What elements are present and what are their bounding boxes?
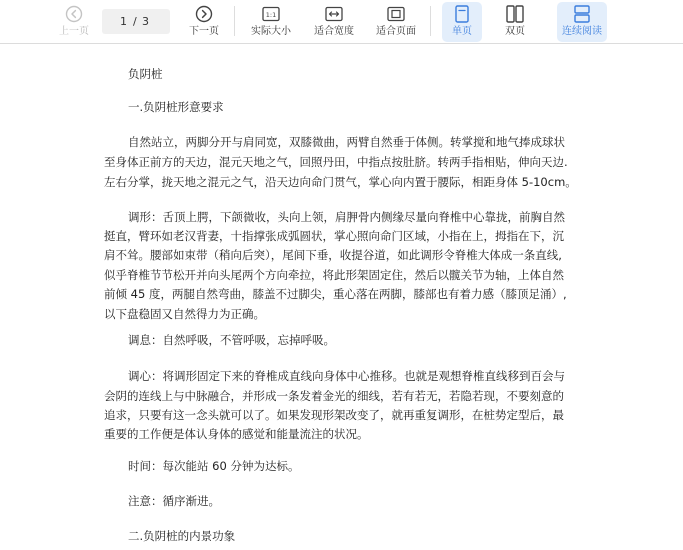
- toolbar-divider: [430, 6, 431, 36]
- continuous-reading-label: 连续阅读: [562, 26, 602, 37]
- fit-page-icon: [387, 2, 405, 26]
- current-page-number: 1: [120, 15, 127, 28]
- paragraph-line: 似乎脊椎节节松开并向头尾两个方向牵拉，将此形架固定住，然后以髋关节为轴，上体自然: [104, 268, 564, 282]
- continuous-pages-icon: [573, 2, 591, 26]
- paragraph-line: 注意：循序渐进。: [128, 494, 220, 508]
- double-page-button[interactable]: [495, 2, 535, 42]
- viewer-toolbar: [0, 0, 683, 44]
- paragraph-line: 追求，只要有这一念头就可以了。如果发现形架改变了，就再重复调形，在桩势定型后，最: [104, 408, 564, 422]
- paragraph-line: 肩不耸。腰部如束带（稍向后突），尾闾下垂，收提谷道，如此调形令脊椎大体成一条直线,: [104, 248, 562, 262]
- paragraph-line: 时间：每次能站 60 分钟为达标。: [128, 459, 300, 473]
- paragraph-line: 以下盘稳固又自然得力为正确。: [104, 307, 265, 321]
- fit-page-button[interactable]: [372, 2, 420, 42]
- paragraph-line: 调心：将调形固定下来的脊椎成直线向身体中心推移。也就是观想脊椎直线移到百会与: [128, 369, 565, 383]
- next-page-label: 下一页: [189, 26, 219, 37]
- chevron-left-circle-icon: [65, 2, 83, 26]
- page-number-input[interactable]: [102, 9, 170, 34]
- actual-size-icon: [262, 2, 280, 26]
- prev-page-label: 上一页: [59, 26, 89, 37]
- single-page-button[interactable]: [442, 2, 482, 42]
- fit-page-label: 适合页面: [376, 26, 416, 37]
- single-page-label: 单页: [452, 26, 472, 37]
- document-title: 负阴桩: [128, 67, 163, 81]
- double-page-icon: [506, 2, 524, 26]
- paragraph-line: 左右分掌，拢天地之混元之气，沿天边向命门贯气，掌心向内置于腰际，相距身体 5-10cm。: [104, 175, 577, 189]
- continuous-reading-button[interactable]: [557, 2, 607, 42]
- paragraph-line: 自然站立，两脚分开与肩同宽，双膝微曲，两臂自然垂于体侧。转掌搅和地气捧成球状: [128, 135, 565, 149]
- page-separator: /: [133, 15, 137, 28]
- section-heading: 二.负阴桩的内景功象: [128, 529, 236, 543]
- actual-size-button[interactable]: [247, 2, 295, 42]
- paragraph-line: 调形：舌顶上腭，下颌微收，头向上领，肩胛骨内侧缘尽量向脊椎中心靠拢，前胸自然: [128, 210, 565, 224]
- paragraph-line: 至身体正前方的天边，混元天地之气，回照丹田，中指点按肚脐。转两手指相贴，伸向天边.: [104, 155, 568, 169]
- paragraph-line: 前倾 45 度，两腿自然弯曲，膝盖不过脚尖，重心落在两脚，膝部也有着力感（膝顶足涌）,: [104, 287, 567, 301]
- total-page-count: 3: [142, 15, 149, 28]
- actual-size-label: 实际大小: [251, 26, 291, 37]
- document-page: [0, 45, 683, 550]
- fit-width-icon: [325, 2, 343, 26]
- paragraph-line: 重要的工作便是体认身体的感觉和能量流注的状况。: [104, 427, 369, 441]
- fit-width-label: 适合宽度: [314, 26, 354, 37]
- paragraph-line: 调息：自然呼吸，不管呼吸，忘掉呼吸。: [128, 333, 335, 347]
- next-page-button[interactable]: [184, 2, 224, 42]
- prev-page-button[interactable]: [56, 2, 92, 42]
- chevron-right-circle-icon: [195, 2, 213, 26]
- single-page-icon: [454, 2, 470, 26]
- fit-width-button[interactable]: [310, 2, 358, 42]
- paragraph-line: 会阴的连线上与中脉融合，并形成一条发着金光的细线，若有若无，若隐若现，不要刻意的: [104, 389, 564, 403]
- svg-text:1:1: 1:1: [265, 11, 277, 19]
- double-page-label: 双页: [505, 26, 525, 37]
- paragraph-line: 挺直，臂环如老汉背妻，十指撑张成弧圆状，掌心照向命门区域，小指在上，拇指在下，沉: [104, 229, 564, 243]
- section-heading: 一.负阴桩形意要求: [128, 100, 224, 114]
- toolbar-divider: [234, 6, 235, 36]
